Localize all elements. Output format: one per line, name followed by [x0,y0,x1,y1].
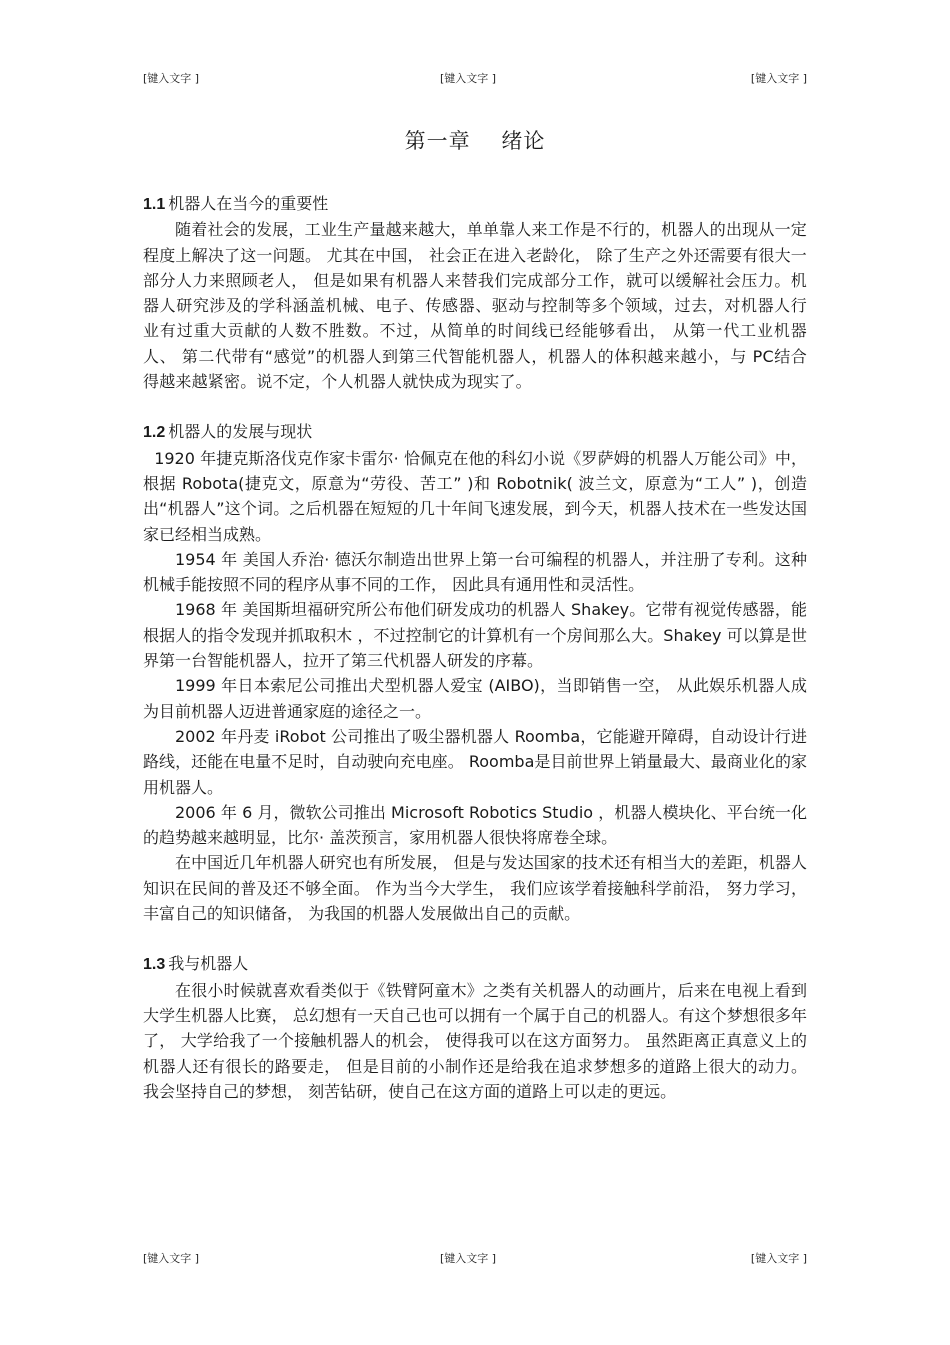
section-me-and-robots [143,951,807,1104]
paragraph: 随着社会的发展，工业生产量越来越大，单单靠人来工作是不行的，机器人的出现从一定程度上解决了这一问题。 尤其在中国， 社会正在进入老龄化， 除了生产之外还需要有很大一部分人力来照顾老人， 但是如果有机器人来替我们完成部分工作，就可以缓解社会压力。机器人研究涉及的学科涵盖机械、电子、传感器、驱动与控制等多个领域，过去，对机器人行业有过重大贡献的人数不胜数。不过，从简单的时间线已经能够看出， 从第一代工业机器人、 第二代带有“感觉”的机器人到第三代智能机器人，机器人的体积越来越小，与 PC结合得越来越紧密。说不定，个人机器人就快成为现实了。 [143,220,807,392]
footer-center-placeholder[interactable]: [键入文字 ] [440,1252,497,1265]
header-right-placeholder[interactable]: [键入文字 ] [750,72,807,85]
paragraph: 2002 年丹麦 iRobot 公司推出了吸尘器机器人 Roomba，它能避开障碍，自动设计行进路线，还能在电量不足时，自动驶向充电座。 Roomba是目前世界上销量最大、最商业化的家用机器人。 [143,726,807,797]
section-heading [143,419,807,445]
section-number: 1.1 [143,196,166,213]
footer-right-placeholder[interactable]: [键入文字 ] [750,1252,807,1265]
section-title: 机器人的发展与现状 [168,422,313,442]
paragraph: 在很小时候就喜欢看类似于《铁臂阿童木》之类有关机器人的动画片，后来在电视上看到大学生机器人比赛， 总幻想有一天自己也可以拥有一个属于自己的机器人。有这个梦想很多年了， 大学给我了一个接触机器人的机会， 使得我可以在这方面努力。 虽然距离正真意义上的机器人还有很长的路要走， 但是目前的小制作还是给我在追求梦想多的道路上很大的动力。 我会坚持自己的梦想， 刻苦钻研，使自己在这方面的道路上可以走的更远。 [143,980,807,1101]
section-heading [143,951,807,977]
section-title: 机器人在当今的重要性 [168,194,329,213]
section-number: 1.2 [143,424,166,442]
page-footer [143,1251,807,1267]
document-body [143,191,807,1104]
paragraph: 在中国近几年机器人研究也有所发展， 但是与发达国家的技术还有相当大的差距，机器人知识在民间的普及还不够全面。 作为当今大学生， 我们应该学着接触科学前沿， 努力学习， 丰富自己的知识储备， 为我国的机器人发展做出自己的贡献。 [143,853,807,924]
header-center-placeholder[interactable]: [键入文字 ] [440,72,497,85]
section-title: 我与机器人 [168,954,249,974]
section-importance [143,191,807,394]
page-header [143,71,807,87]
paragraph: 1920 年捷克斯洛伐克作家卡雷尔· 恰佩克在他的科幻小说《罗萨姆的机器人万能公司》中，根据 Robota(捷克文，原意为“劳役、苦工” )和 Robotnik( 波兰文，原意为“工人” )，创造出“机器人”这个词。之后机器在短短的几十年间飞速发展，到今天，机器人技术在一些发达国家已经相当成熟。 [143,448,807,544]
paragraph: 1999 年日本索尼公司推出犬型机器人爱宝 (AIBO)，当即销售一空， 从此娱乐机器人成为目前机器人迈进普通家庭的途径之一。 [143,676,807,721]
paragraph: 2006 年 6 月，微软公司推出 Microsoft Robotics Studio ，机器人模块化、平台统一化的趋势越来越明显，比尔· 盖茨预言，家用机器人很快将席卷全球。 [143,802,807,848]
chapter-title: 第一章 绪论 [404,129,546,153]
paragraph: 1954 年 美国人乔治· 德沃尔制造出世界上第一台可编程的机器人，并注册了专利。这种机械手能按照不同的程序从事不同的工作， 因此具有通用性和灵活性。 [143,549,807,595]
section-heading [143,191,807,217]
header-left-placeholder[interactable]: [键入文字 ] [143,72,200,85]
section-number: 1.3 [143,956,166,974]
section-development [143,419,807,926]
footer-left-placeholder[interactable]: [键入文字 ] [143,1252,200,1265]
paragraph: 1968 年 美国斯坦福研究所公布他们研发成功的机器人 Shakey。它带有视觉传感器，能根据人的指令发现并抓取积木 ，不过控制它的计算机有一个房间那么大。Shakey 可以算是世界第一台智能机器人，拉开了第三代机器人研发的序幕。 [143,600,807,671]
